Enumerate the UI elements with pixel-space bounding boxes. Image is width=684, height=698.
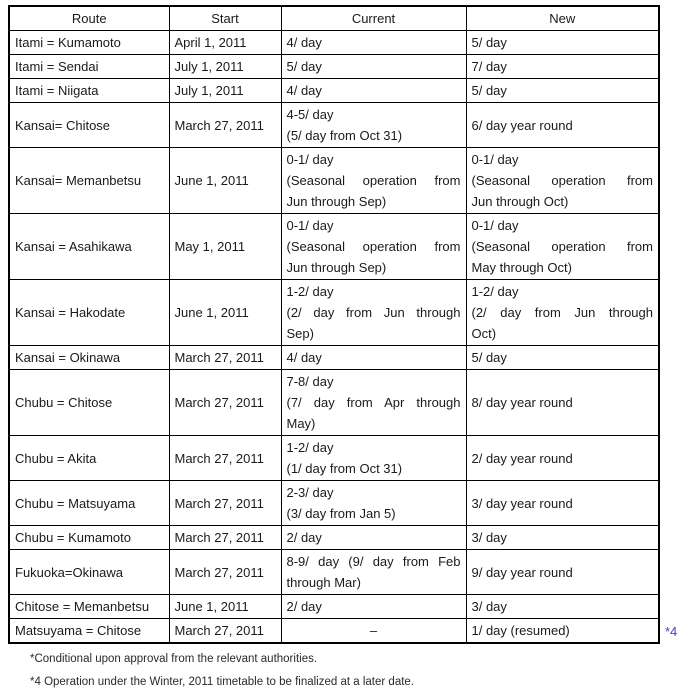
table-row <box>9 214 659 280</box>
current-frequency-line: Jun through Sep) <box>286 194 387 209</box>
route-cell: Kansai= Chitose <box>9 103 169 148</box>
current-frequency-line: 7-8/ day <box>286 374 334 389</box>
table-row <box>9 103 659 148</box>
current-frequency-line: 2/ day <box>286 599 322 614</box>
new-frequency-line: 0-1/ day <box>471 218 519 233</box>
current-frequency-cell <box>281 55 466 79</box>
table-row <box>9 550 659 595</box>
table-row <box>9 280 659 346</box>
start-date-cell: March 27, 2011 <box>169 103 281 148</box>
current-frequency-cell <box>281 370 466 436</box>
current-frequency-cell <box>281 526 466 550</box>
current-frequency-line: 8-9/ day (9/ day from Feb <box>286 554 461 569</box>
start-date-cell: June 1, 2011 <box>169 595 281 619</box>
new-frequency-cell <box>466 79 659 103</box>
current-frequency-cell <box>281 214 466 280</box>
table-row <box>9 55 659 79</box>
new-frequency-cell <box>466 595 659 619</box>
current-frequency-line: 4-5/ day <box>286 107 334 122</box>
footnotes <box>30 652 680 689</box>
table-row <box>9 526 659 550</box>
current-frequency-line: (2/ day from Jun through <box>286 305 461 320</box>
route-cell: Itami = Sendai <box>9 55 169 79</box>
current-frequency-line: 2/ day <box>286 530 322 545</box>
current-frequency-line: – <box>369 623 378 638</box>
route-cell: Kansai= Memanbetsu <box>9 148 169 214</box>
current-frequency-line: (7/ day from Apr through <box>286 395 461 410</box>
new-frequency-line: (Seasonal operation from <box>471 173 653 188</box>
route-cell: Kansai = Asahikawa <box>9 214 169 280</box>
new-frequency-cell <box>466 55 659 79</box>
current-frequency-cell <box>281 481 466 526</box>
route-cell: Kansai = Okinawa <box>9 346 169 370</box>
table-row <box>9 619 659 644</box>
current-frequency-cell <box>281 103 466 148</box>
route-cell: Kansai = Hakodate <box>9 280 169 346</box>
current-frequency-cell <box>281 346 466 370</box>
new-frequency-cell <box>466 619 659 644</box>
route-cell: Chubu = Kumamoto <box>9 526 169 550</box>
new-frequency-cell <box>466 103 659 148</box>
new-frequency-line: Oct) <box>471 326 497 341</box>
header-route: Route <box>9 6 169 31</box>
footnote-4-marker: *4 <box>665 624 678 639</box>
header-new: New <box>466 6 659 31</box>
start-date-cell: April 1, 2011 <box>169 31 281 55</box>
new-frequency-cell <box>466 214 659 280</box>
current-frequency-line: (Seasonal operation from <box>286 239 461 254</box>
new-frequency-line: 7/ day <box>471 59 507 74</box>
current-frequency-cell <box>281 280 466 346</box>
start-date-cell: July 1, 2011 <box>169 55 281 79</box>
new-frequency-line: 5/ day <box>471 350 507 365</box>
table-row <box>9 79 659 103</box>
current-frequency-line: 4/ day <box>286 83 322 98</box>
start-date-cell: March 27, 2011 <box>169 526 281 550</box>
current-frequency-line: through Mar) <box>286 575 361 590</box>
new-frequency-line: 3/ day <box>471 530 507 545</box>
new-frequency-line: (Seasonal operation from <box>471 239 653 254</box>
start-date-cell: March 27, 2011 <box>169 436 281 481</box>
new-frequency-line: 0-1/ day <box>471 152 519 167</box>
current-frequency-line: (3/ day from Jan 5) <box>286 506 396 521</box>
footnote-conditional: *Conditional upon approval from the relevant authorities. <box>30 653 318 665</box>
route-cell: Chubu = Chitose <box>9 370 169 436</box>
header-current: Current <box>281 6 466 31</box>
current-frequency-line: 5/ day <box>286 59 322 74</box>
table-header-row <box>9 6 659 31</box>
start-date-cell: June 1, 2011 <box>169 148 281 214</box>
new-frequency-cell <box>466 370 659 436</box>
route-cell: Chubu = Akita <box>9 436 169 481</box>
new-frequency-line: 8/ day year round <box>471 395 573 410</box>
current-frequency-line: Sep) <box>286 326 314 341</box>
new-frequency-line: 5/ day <box>471 35 507 50</box>
new-frequency-line: 1-2/ day <box>471 284 519 299</box>
new-frequency-line: 1/ day (resumed) <box>471 623 570 638</box>
current-frequency-line: (5/ day from Oct 31) <box>286 128 403 143</box>
new-frequency-line: 3/ day year round <box>471 495 573 511</box>
table-row <box>9 595 659 619</box>
new-frequency-line: 6/ day year round <box>471 117 573 133</box>
start-date-cell: March 27, 2011 <box>169 370 281 436</box>
new-frequency-cell <box>466 436 659 481</box>
route-cell: Itami = Niigata <box>9 79 169 103</box>
new-frequency-line: 3/ day <box>471 599 507 614</box>
current-frequency-cell <box>281 619 466 644</box>
new-frequency-line: 5/ day <box>471 83 507 98</box>
new-frequency-line: Jun through Oct) <box>471 194 569 209</box>
current-frequency-cell <box>281 595 466 619</box>
start-date-cell: March 27, 2011 <box>169 346 281 370</box>
new-frequency-cell <box>466 526 659 550</box>
table-row <box>9 346 659 370</box>
start-date-cell: May 1, 2011 <box>169 214 281 280</box>
start-date-cell: March 27, 2011 <box>169 619 281 644</box>
footnote-winter-timetable: *4 Operation under the Winter, 2011 timetable to be finalized at a later date. <box>30 676 414 688</box>
header-start: Start <box>169 6 281 31</box>
current-frequency-cell <box>281 31 466 55</box>
routes-table-body <box>9 31 659 644</box>
route-cell: Fukuoka=Okinawa <box>9 550 169 595</box>
start-date-cell: June 1, 2011 <box>169 280 281 346</box>
table-with-side-note <box>8 5 680 644</box>
table-row <box>9 481 659 526</box>
new-frequency-line: 2/ day year round <box>471 450 573 466</box>
table-row <box>9 148 659 214</box>
table-row <box>9 370 659 436</box>
current-frequency-line: 2-3/ day <box>286 485 334 500</box>
new-frequency-cell <box>466 148 659 214</box>
current-frequency-cell <box>281 79 466 103</box>
start-date-cell: July 1, 2011 <box>169 79 281 103</box>
route-frequency-table <box>8 5 660 644</box>
current-frequency-line: 1-2/ day <box>286 284 334 299</box>
route-cell: Itami = Kumamoto <box>9 31 169 55</box>
current-frequency-cell <box>281 148 466 214</box>
start-date-cell: March 27, 2011 <box>169 481 281 526</box>
current-frequency-line: 4/ day <box>286 35 322 50</box>
current-frequency-line: (Seasonal operation from <box>286 173 461 188</box>
new-frequency-cell <box>466 550 659 595</box>
new-frequency-line: 9/ day year round <box>471 564 573 580</box>
table-row <box>9 31 659 55</box>
new-frequency-cell <box>466 346 659 370</box>
new-frequency-cell <box>466 280 659 346</box>
current-frequency-line: Jun through Sep) <box>286 260 387 275</box>
route-cell: Chubu = Matsuyama <box>9 481 169 526</box>
new-frequency-line: May through Oct) <box>471 260 572 275</box>
new-frequency-cell <box>466 31 659 55</box>
route-cell: Matsuyama = Chitose <box>9 619 169 644</box>
page <box>8 5 680 698</box>
current-frequency-line: 1-2/ day <box>286 440 334 455</box>
current-frequency-cell <box>281 550 466 595</box>
current-frequency-line: (1/ day from Oct 31) <box>286 461 403 476</box>
current-frequency-line: May) <box>286 416 316 431</box>
current-frequency-line: 0-1/ day <box>286 152 334 167</box>
new-frequency-line: (2/ day from Jun through <box>471 305 653 320</box>
start-date-cell: March 27, 2011 <box>169 550 281 595</box>
new-frequency-cell <box>466 481 659 526</box>
current-frequency-cell <box>281 436 466 481</box>
route-cell: Chitose = Memanbetsu <box>9 595 169 619</box>
table-row <box>9 436 659 481</box>
current-frequency-line: 0-1/ day <box>286 218 334 233</box>
current-frequency-line: 4/ day <box>286 350 322 365</box>
